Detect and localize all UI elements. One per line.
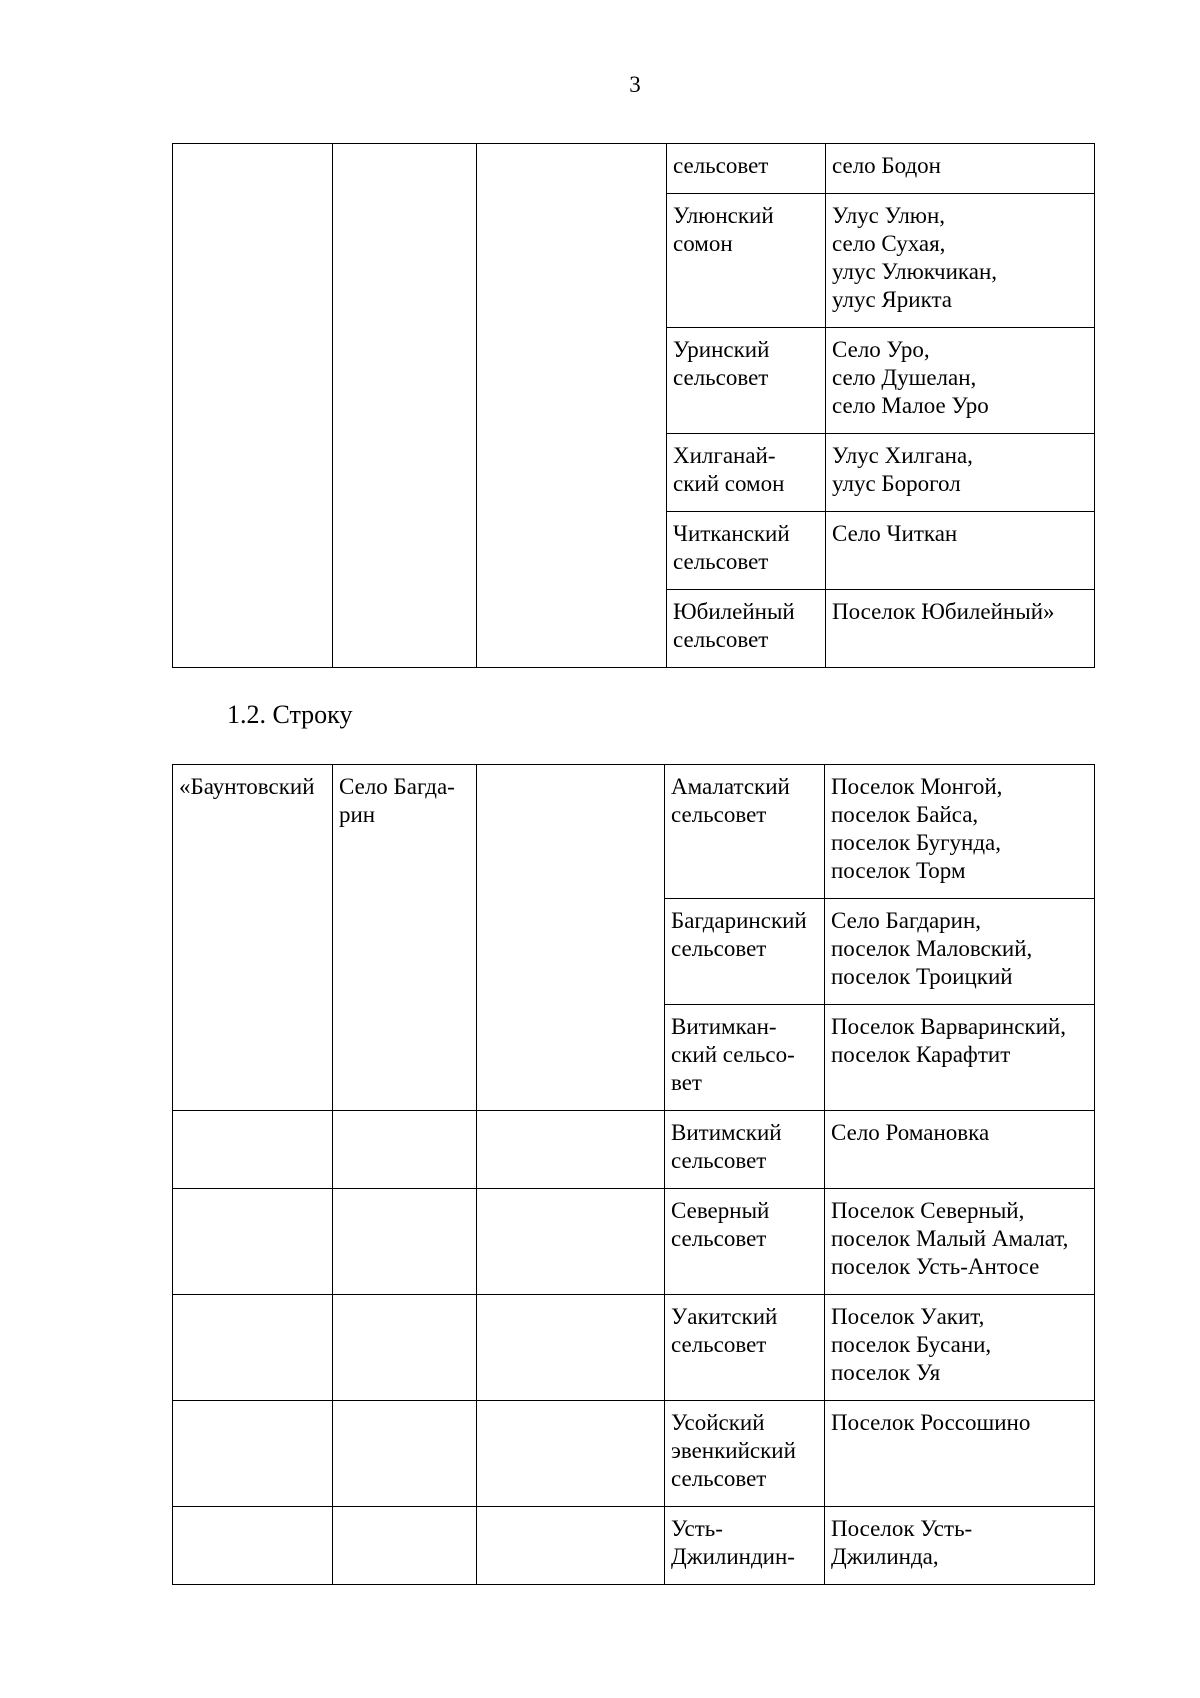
district-cell [173,1507,333,1585]
table-row [173,1189,1095,1295]
center-cell: Село Багда- рин [333,765,477,1111]
settlement-cell: Северный сельсовет [665,1189,825,1295]
empty-cell [477,144,667,668]
table-row [173,1401,1095,1507]
table-row [173,144,1095,194]
localities-cell: Село Романовка [825,1111,1095,1189]
table-row [173,1507,1095,1585]
settlement-cell: Хилганай- ский сомон [667,434,826,512]
localities-cell: Поселок Усть- Джилинда, [825,1507,1095,1585]
empty-cell [477,765,665,1111]
center-cell [333,1507,477,1585]
empty-cell [477,1189,665,1295]
localities-cell: Поселок Монгой, поселок Байса, поселок Бугунда, поселок Торм [825,765,1095,899]
table-row [173,1295,1095,1401]
settlement-cell: Амалатский сельсовет [665,765,825,899]
localities-cell: Улус Улюн, село Сухая, улус Улюкчикан, улус Ярикта [826,194,1095,328]
settlement-cell: Читканский сельсовет [667,512,826,590]
settlement-cell: Уринский сельсовет [667,328,826,434]
settlement-cell: Багдаринский сельсовет [665,899,825,1005]
table-row [173,765,1095,899]
district-cell [173,1295,333,1401]
settlement-cell: Усойский эвенкийский сельсовет [665,1401,825,1507]
localities-cell: Улус Хилгана, улус Борогол [826,434,1095,512]
district-cell: «Баунтовский [173,765,333,1111]
settlement-cell: Уакитский сельсовет [665,1295,825,1401]
localities-cell: Поселок Варваринский, поселок Карафтит [825,1005,1095,1111]
settlement-cell: Витимский сельсовет [665,1111,825,1189]
center-cell [333,144,477,668]
localities-cell: Поселок Северный, поселок Малый Амалат, поселок Усть-Антосе [825,1189,1095,1295]
empty-cell [477,1295,665,1401]
settlement-cell: Юбилейный сельсовет [667,590,826,668]
settlement-cell: сельсовет [667,144,826,194]
center-cell [333,1401,477,1507]
localities-cell: Поселок Юбилейный» [826,590,1095,668]
settlement-cell: Витимкан- ский сельсо- вет [665,1005,825,1111]
localities-cell: Поселок Россошино [825,1401,1095,1507]
continuation-table [172,143,1095,668]
district-cell [173,1401,333,1507]
localities-cell: Село Багдарин, поселок Маловский, поселок Троицкий [825,899,1095,1005]
empty-cell [477,1507,665,1585]
localities-cell: Поселок Уакит, поселок Бусани, поселок Уя [825,1295,1095,1401]
section-heading: 1.2. Строку [227,700,353,729]
district-cell [173,1189,333,1295]
settlement-cell: Усть- Джилиндин- [665,1507,825,1585]
page-number: 3 [629,72,641,97]
center-cell [333,1111,477,1189]
localities-cell: село Бодон [826,144,1095,194]
district-table [172,764,1095,1585]
settlement-cell: Улюнский сомон [667,194,826,328]
district-cell [173,144,333,668]
district-cell [173,1111,333,1189]
localities-cell: Село Уро, село Душелан, село Малое Уро [826,328,1095,434]
table-row [173,1111,1095,1189]
empty-cell [477,1401,665,1507]
localities-cell: Село Читкан [826,512,1095,590]
center-cell [333,1295,477,1401]
center-cell [333,1189,477,1295]
empty-cell [477,1111,665,1189]
